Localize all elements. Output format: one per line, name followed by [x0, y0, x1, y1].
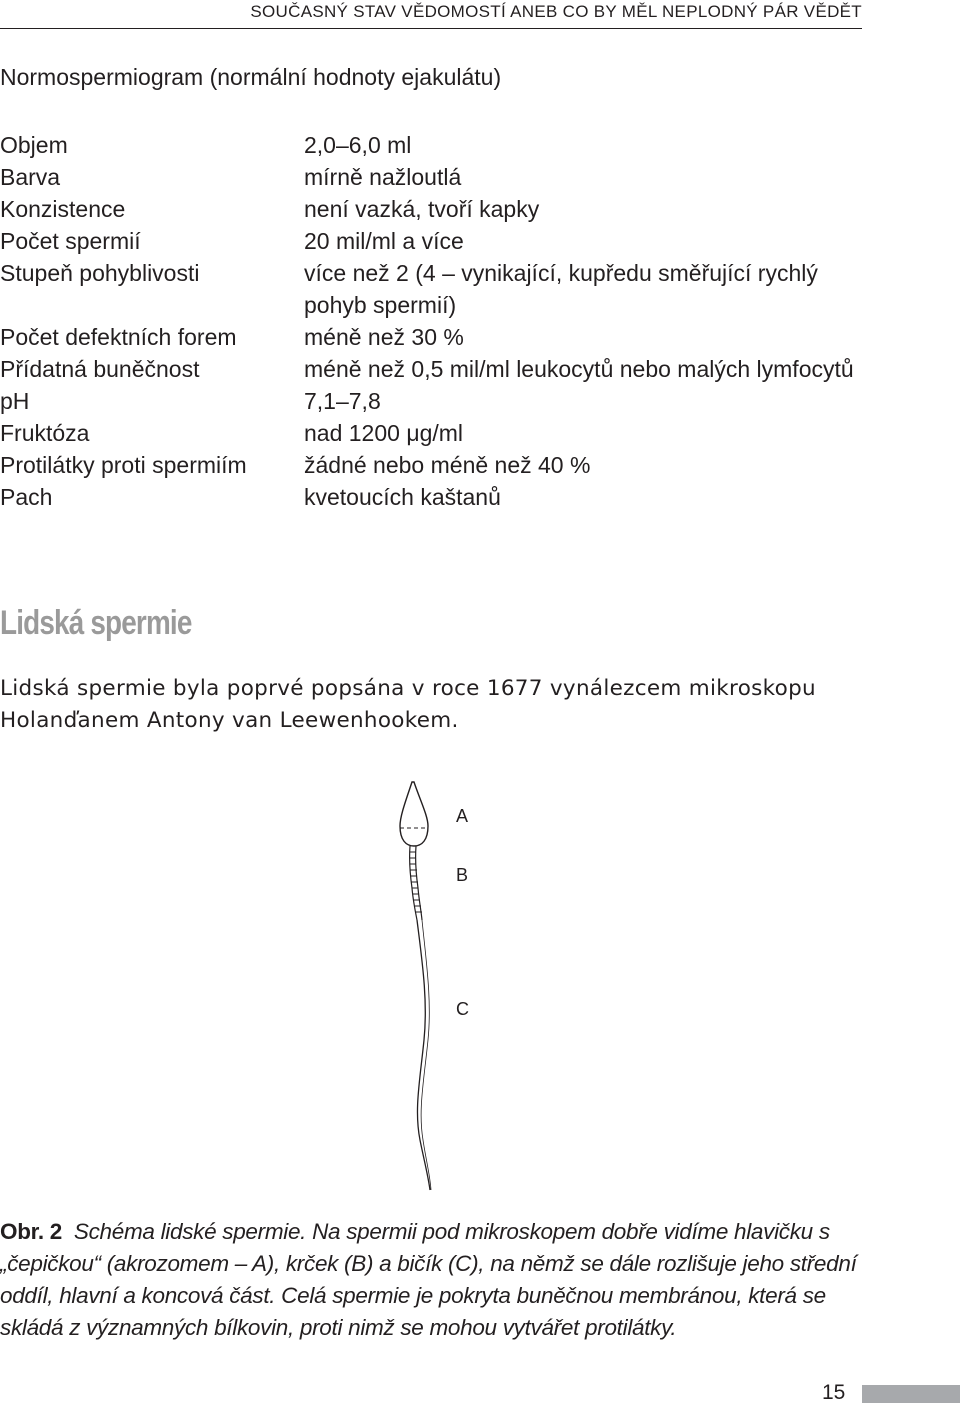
- table-row: [0, 225, 862, 257]
- sperm-diagram: [380, 770, 500, 1200]
- table-row: [0, 161, 862, 193]
- row-label: Barva: [0, 164, 61, 190]
- table-row: [0, 321, 862, 353]
- section-heading-sperm: Lidská spermie: [0, 604, 192, 642]
- row-label: Protilátky proti spermiím: [0, 452, 247, 478]
- table-row: [0, 257, 862, 321]
- caption-number: Obr. 2: [0, 1219, 62, 1244]
- header-rule: [0, 28, 862, 29]
- row-label: Přídatná buněčnost: [0, 356, 200, 382]
- table-row: [0, 129, 862, 161]
- normospermiogram-title: Normospermiogram (normální hodnoty ejakulátu): [0, 64, 502, 90]
- sperm-head: [400, 782, 428, 846]
- intro-paragraph: Lidská spermie byla poprvé popsána v roce 1677 vynálezcem mikroskopu Holanďanem Antony van Leewenhookem.: [0, 676, 816, 733]
- label-b: B: [456, 865, 469, 885]
- row-label: pH: [0, 388, 30, 414]
- page-number: 15: [822, 1381, 846, 1404]
- row-value: méně než 0,5 mil/ml leukocytů nebo malých lymfocytů: [304, 356, 854, 382]
- label-a: A: [456, 806, 469, 826]
- label-c: C: [456, 999, 469, 1019]
- sperm-illustration: [380, 770, 500, 1200]
- page-number-bar: [862, 1385, 960, 1403]
- row-value: 20 mil/ml a více: [304, 228, 464, 254]
- figure-caption: [0, 1216, 870, 1344]
- table-row: [0, 481, 862, 513]
- row-value: méně než 30 %: [304, 324, 464, 350]
- row-value: mírně nažloutlá: [304, 164, 462, 190]
- row-value: více než 2 (4 – vynikající, kupředu směřující rychlý pohyb spermií): [304, 260, 818, 318]
- row-label: Počet defektních forem: [0, 324, 237, 350]
- row-label: Pach: [0, 484, 53, 510]
- row-value: 7,1–7,8: [304, 388, 381, 414]
- row-label: Fruktóza: [0, 420, 90, 446]
- table-row: [0, 353, 862, 385]
- running-header: SOUČASNÝ STAV VĚDOMOSTÍ ANEB CO BY MĚL NEPLODNÝ PÁR VĚDĚT: [250, 2, 862, 21]
- sperm-tail: [417, 920, 430, 1190]
- table-row: [0, 449, 862, 481]
- row-label: Konzistence: [0, 196, 126, 222]
- table-row: [0, 193, 862, 225]
- row-value: nad 1200 μg/ml: [304, 420, 464, 446]
- row-label: Objem: [0, 132, 68, 158]
- row-label: Stupeň pohyblivosti: [0, 260, 200, 286]
- table-row: [0, 385, 862, 417]
- normospermiogram-table: [0, 129, 862, 513]
- table-row: [0, 417, 862, 449]
- row-value: 2,0–6,0 ml: [304, 132, 412, 158]
- row-value: žádné nebo méně než 40 %: [304, 452, 591, 478]
- caption-text: Schéma lidské spermie. Na spermii pod mikroskopem dobře vidíme hlavičku s „čepičkou“ (akrozomem – A), krček (B) a bičík (C), na němž se dále rozlišuje jeho střední oddíl, hlavní a koncová část. Celá spermie je pokryta buněčnou membránou, která se skládá z významných bílkovin, proti nimž se mohou vytvářet protilátky.: [0, 1219, 857, 1340]
- row-label: Počet spermií: [0, 228, 141, 254]
- row-value: kvetoucích kaštanů: [304, 484, 501, 510]
- row-value: není vazká, tvoří kapky: [304, 196, 540, 222]
